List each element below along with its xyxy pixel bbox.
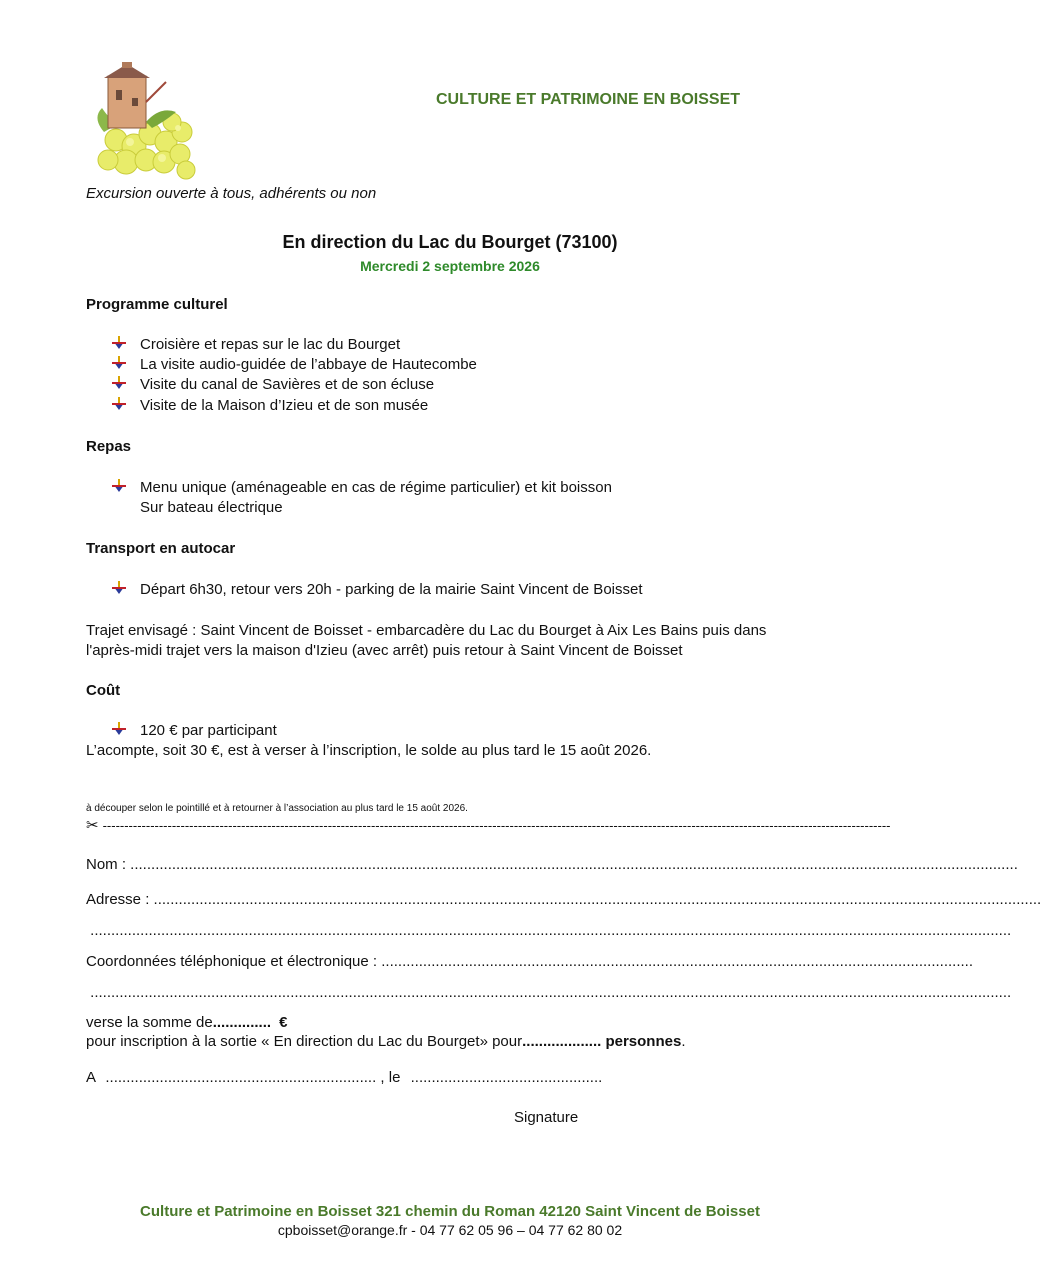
adresse-field-2[interactable]: ............................................................................................................................................................................................................................. xyxy=(86,922,1012,939)
adresse-label: Adresse : xyxy=(86,891,150,908)
list-item xyxy=(112,397,428,414)
cut-line: ✂ -------------------------------------------------------------------------------------------------------------------------------------------------------------------------------------- xyxy=(86,817,891,834)
list-item-label: Départ 6h30, retour vers 20h - parking de la mairie Saint Vincent de Boisset xyxy=(140,581,643,598)
list-item-label: Croisière et repas sur le lac du Bourget xyxy=(140,336,401,353)
organization-title: CULTURE ET PATRIMOINE EN BOISSET xyxy=(436,91,741,108)
list-item-label: Menu unique (aménageable en cas de régime particulier) et kit boisson xyxy=(140,479,612,496)
nom-row xyxy=(86,856,1018,873)
acompte-text: L’acompte, soit 30 €, est à verser à l’inscription, le solde au plus tard le 15 août 2026. xyxy=(86,742,652,759)
place-date-row xyxy=(86,1069,602,1086)
list-item xyxy=(112,722,277,739)
list-item xyxy=(112,581,643,598)
arrow-bullet-icon xyxy=(112,336,126,350)
list-item-label: 120 € par participant xyxy=(140,722,277,739)
verse-amount-field[interactable]: .............. xyxy=(212,1014,272,1031)
list-item-label: Visite du canal de Savières et de son écluse xyxy=(140,376,435,393)
repas-heading: Repas xyxy=(86,438,132,455)
list-item xyxy=(112,376,434,393)
verse-label: verse la somme de xyxy=(86,1014,213,1031)
place-label: A xyxy=(86,1069,100,1086)
arrow-bullet-icon xyxy=(112,479,126,493)
scissors-icon: ✂ xyxy=(86,817,99,834)
date-field[interactable]: .............................................. xyxy=(410,1069,603,1086)
repas-sub: Sur bateau électrique xyxy=(140,499,283,516)
place-field[interactable]: ................................................................. xyxy=(105,1069,377,1086)
date-label: , le xyxy=(376,1069,405,1086)
adresse-row xyxy=(86,891,1041,908)
list-item xyxy=(112,336,400,353)
arrow-bullet-icon xyxy=(112,397,126,411)
coord-field-2[interactable]: ............................................................................................................................................................................................................................. xyxy=(86,984,1012,1001)
programme-heading: Programme culturel xyxy=(86,296,228,313)
cout-heading: Coût xyxy=(86,682,121,699)
signature-label: Signature xyxy=(514,1109,579,1126)
adresse-row-2 xyxy=(86,922,1012,939)
trajet-paragraph: Trajet envisagé : Saint Vincent de Boisset - embarcadère du Lac du Bourget à Aix Les Bains puis dans l'après-midi trajet vers la maison d'Izieu (avec arrêt) puis retour à Saint Vincent de Boisset xyxy=(86,622,767,659)
adresse-field[interactable]: ..................................................................................................................................................................................................................... xyxy=(149,891,1041,908)
footer-address: Culture et Patrimoine en Boisset 321 chemin du Roman 42120 Saint Vincent de Boisset xyxy=(140,1203,760,1220)
arrow-bullet-icon xyxy=(112,376,126,390)
footer-contact: cpboisset@orange.fr - 04 77 62 05 96 – 04 77 62 80 02 xyxy=(277,1222,623,1238)
arrow-bullet-icon xyxy=(112,356,126,370)
coord-row xyxy=(86,953,974,970)
excursion-note: Excursion ouverte à tous, adhérents ou non xyxy=(86,185,377,202)
list-item xyxy=(112,479,612,496)
event-date: Mercredi 2 septembre 2026 xyxy=(360,258,540,274)
verse-row xyxy=(86,1014,287,1031)
nom-field[interactable]: ..................................................................................................................................................................................................................... xyxy=(126,856,1018,873)
inscription-row xyxy=(86,1033,686,1050)
list-item-label: La visite audio-guidée de l’abbaye de Hautecombe xyxy=(140,356,477,373)
coord-label: Coordonnées téléphonique et électronique : xyxy=(86,953,378,970)
inscription-label: pour inscription à la sortie « En direction du Lac du Bourget» pour xyxy=(86,1033,523,1050)
nom-label: Nom : xyxy=(86,856,127,873)
persons-count-field[interactable]: ................... xyxy=(522,1033,602,1050)
list-item xyxy=(112,356,477,373)
coord-field[interactable]: .............................................................................................................................................. xyxy=(377,953,974,970)
arrow-bullet-icon xyxy=(112,722,126,736)
logo-image xyxy=(86,62,204,182)
cut-note: à découper selon le pointillé et à retourner à l’association au plus tard le 15 août 2026. xyxy=(86,803,468,814)
page-title: En direction du Lac du Bourget (73100) xyxy=(282,232,618,252)
list-item-label: Visite de la Maison d’Izieu et de son musée xyxy=(140,397,429,414)
transport-heading: Transport en autocar xyxy=(86,540,236,557)
arrow-bullet-icon xyxy=(112,581,126,595)
euro-sign: € xyxy=(279,1014,288,1031)
inscription-period: . xyxy=(681,1033,686,1050)
persons-label: personnes xyxy=(601,1033,682,1050)
coord-row-2 xyxy=(86,984,1012,1001)
